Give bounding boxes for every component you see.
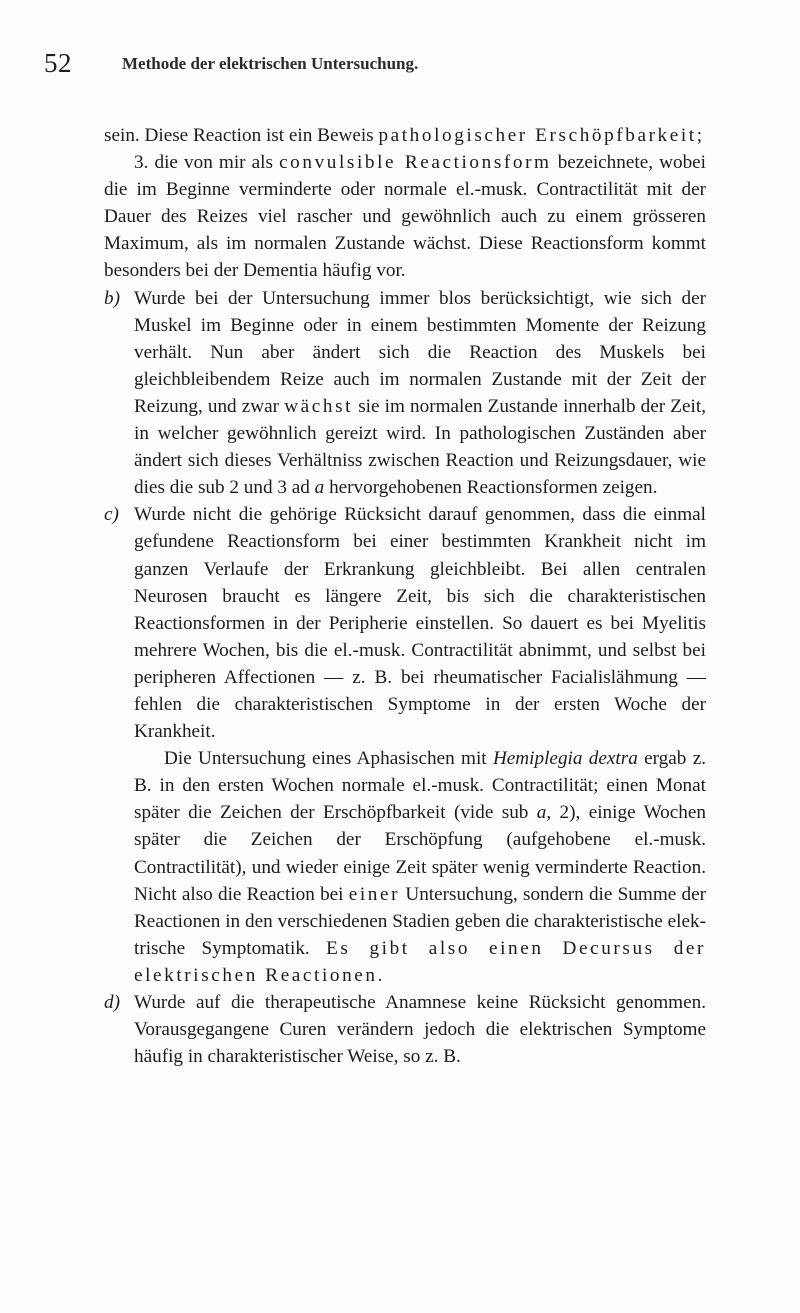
- text-run: Die Untersuchung eines Aphasischen mit: [164, 748, 493, 770]
- text-run: bezeichnete, wobei die im Beginne verminderte oder normale el.-musk. Contractilität mit der Dauer des Reizes viel rascher und gewöhnlich auch zu einem grösseren Maximum, als im normalen Zustande wächst. Diese Reactionsform kommt besonders bei der Dementia häufig vor.: [104, 152, 707, 282]
- paragraph-continuation: [104, 122, 706, 149]
- spaced-emphasis: einer: [348, 883, 401, 905]
- paragraph-example: [104, 745, 706, 989]
- text-run: .: [377, 964, 383, 986]
- text-run: sie im normalen Zustande innerhalb der Zeit, in welcher gewöhnlich gereizt wird. In pathologischen Zuständen aber ändert sich dieses Verhältniss zwischen Reaction und Reizungsdauer, wie dies die sub 2 und 3 ad: [134, 395, 706, 499]
- italic-ref: a: [536, 802, 547, 824]
- text-run: Wurde auf die therapeutische Anamnese keine Rücksicht genommen. Vorausgegangene Curen verändern jedoch die elektrischen Symptome häufig in charakteristischer Weise, so z. B.: [134, 992, 706, 1068]
- paragraph-point-3: [104, 149, 706, 284]
- text-run: ;: [696, 125, 703, 146]
- page-header: [44, 46, 744, 80]
- item-label: d): [104, 992, 120, 1013]
- text-run: Wurde bei der Untersuchung immer blos berücksichtigt, wie sich der Muskel im Beginne oder in einem bestimmten Momente der Reizung verhält. Nun aber ändert sich die Reaction des Muskels bei gleichbleibendem Reize auch im normalen Zustande mit der Zeit der Reizung, und zwar: [134, 287, 706, 417]
- paragraph-c: [104, 501, 706, 745]
- text-run: ergab z. B. in den ersten Wochen normale el.-musk. Contractilität; einen Monat später die Zeichen der Erschöpfbarkeit (vide sub: [134, 748, 707, 824]
- item-label: c): [104, 504, 119, 526]
- text-run: 3. die von mir als: [134, 152, 280, 174]
- italic-ref: a: [314, 477, 325, 499]
- running-title: Methode der elektrischen Untersuchung.: [122, 54, 419, 73]
- text-run: hervorgehobenen Reactionsformen zeigen.: [324, 477, 658, 499]
- spaced-emphasis: convulsible Reactionsform: [279, 152, 552, 174]
- text-run: sein. Diese Reaction ist ein Beweis: [104, 125, 379, 146]
- spaced-emphasis: pathologischer Erschöpfbarkeit: [378, 125, 697, 146]
- spaced-emphasis: wächst: [284, 395, 354, 417]
- item-label: b): [104, 287, 120, 309]
- text-run: Untersuchung, sondern die Summe der Reactionen in den verschiedenen Stadien geben die charakteristische elektrische Symptomatik.: [134, 883, 706, 959]
- paragraph-d: [104, 989, 706, 1070]
- page-number: 52: [44, 48, 72, 78]
- paragraph-b: [104, 285, 706, 502]
- spaced-emphasis: Es gibt also einen Decursus der elektrischen Reactionen: [134, 937, 706, 986]
- text-run: , 2), einige Wochen später die Zeichen der Erschöpfung (aufgehobene el.-musk. Contractilität), und wieder einige Zeit später wenig verminderte Reaction. Nicht also die Reaction bei: [134, 802, 706, 905]
- body-text: [104, 122, 706, 1070]
- italic-term: Hemiplegia dextra: [492, 748, 638, 770]
- text-run: Wurde nicht die gehörige Rücksicht darauf genommen, dass die einmal gefundene Reactionsform bei einer bestimmten Krankheit nicht im ganzen Verlaufe der Erkrankung gleichbleibt. Bei allen centralen Neurosen braucht es längere Zeit, bis sich die charakteristischen Reactionsformen in der Peripherie einstellen. So dauert es bei Myelitis mehrere Wochen, bis die el.-musk. Contractilität abnimmt, und selbst bei peripheren Affectionen — z. B. bei rheumatischer Facialislähmung — fehlen die charakteristischen Symptome in der ersten Woche der Krankheit.: [134, 504, 706, 743]
